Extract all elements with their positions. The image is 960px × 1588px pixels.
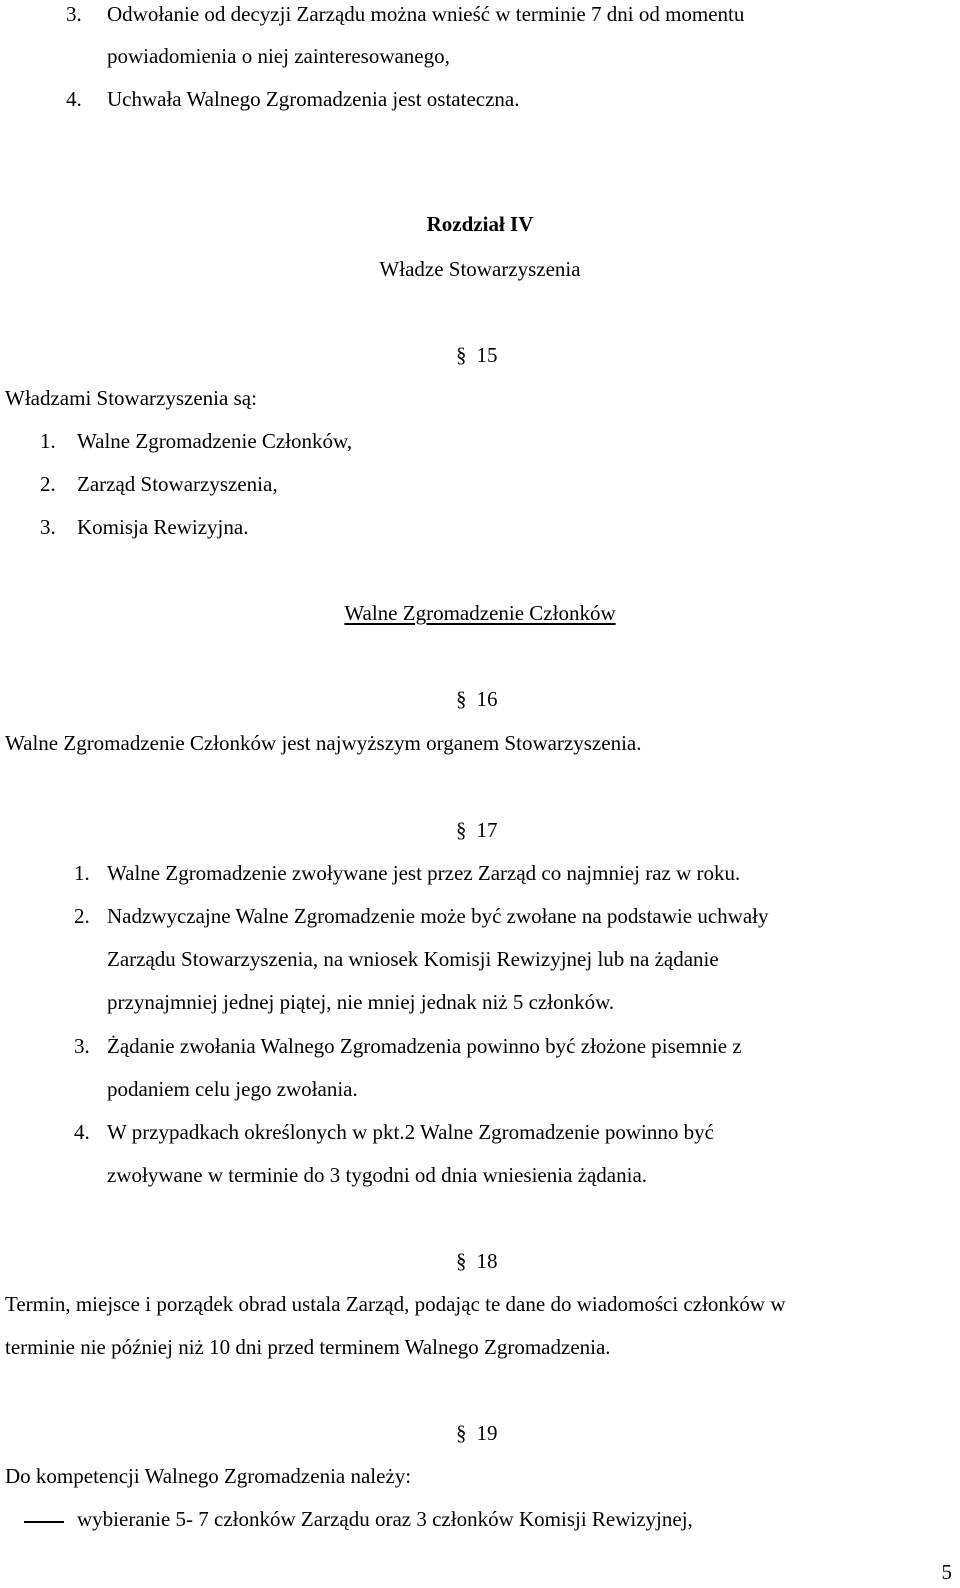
- list-number: 2.: [40, 472, 56, 496]
- list-item: Zarząd Stowarzyszenia,: [77, 472, 278, 496]
- list-item-line: zwoływane w terminie do 3 tygodni od dnia wniesienia żądania.: [107, 1163, 648, 1187]
- paragraph-19-heading: [456, 1423, 498, 1444]
- paragraph-16-heading: [456, 689, 498, 710]
- list-item-line: powiadomienia o niej zainteresowanego,: [107, 44, 450, 68]
- section-sign: §: [456, 818, 467, 842]
- section-heading: Walne Zgromadzenie Członków: [344, 601, 616, 625]
- paragraph-15-intro: Władzami Stowarzyszenia są:: [5, 386, 257, 410]
- list-number: 3.: [66, 2, 82, 26]
- list-number: 4.: [74, 1120, 90, 1144]
- list-item-line: przynajmniej jednej piątej, nie mniej jednak niż 5 członków.: [107, 990, 615, 1014]
- dash-bullet: [24, 1521, 64, 1523]
- paragraph-17-heading: [456, 820, 498, 841]
- section-sign: §: [456, 1249, 467, 1273]
- paragraph-19-intro: Do kompetencji Walnego Zgromadzenia należy:: [5, 1464, 412, 1488]
- list-item-line: Zarządu Stowarzyszenia, na wniosek Komisji Rewizyjnej lub na żądanie: [107, 947, 719, 971]
- list-number: 3.: [74, 1034, 90, 1058]
- list-item-line: Uchwała Walnego Zgromadzenia jest ostateczna.: [107, 87, 520, 111]
- list-item-line: W przypadkach określonych w pkt.2 Walne Zgromadzenie powinno być: [107, 1120, 714, 1144]
- paragraph-number: 19: [476, 1421, 498, 1445]
- paragraph-number: 17: [476, 818, 498, 842]
- paragraph-number: 16: [476, 687, 498, 711]
- list-number: 1.: [40, 429, 56, 453]
- list-item-line: Walne Zgromadzenie zwoływane jest przez Zarząd co najmniej raz w roku.: [107, 861, 741, 885]
- paragraph-number: 15: [476, 343, 498, 367]
- page-number: 5: [941, 1560, 952, 1584]
- paragraph-15-heading: [456, 345, 498, 366]
- chapter-title: Rozdział IV: [426, 212, 534, 236]
- list-number: 2.: [74, 904, 90, 928]
- list-item: wybieranie 5- 7 członków Zarządu oraz 3 członków Komisji Rewizyjnej,: [77, 1507, 693, 1531]
- list-number: 4.: [66, 87, 82, 111]
- chapter-subtitle: Władze Stowarzyszenia: [379, 257, 581, 281]
- paragraph-18-heading: [456, 1251, 498, 1272]
- paragraph-18-line: terminie nie później niż 10 dni przed terminem Walnego Zgromadzenia.: [5, 1335, 611, 1359]
- section-sign: §: [456, 1421, 467, 1445]
- section-sign: §: [456, 343, 467, 367]
- list-item-line: Odwołanie od decyzji Zarządu można wnieść w terminie 7 dni od momentu: [107, 2, 745, 26]
- list-number: 1.: [74, 861, 90, 885]
- list-item: Walne Zgromadzenie Członków,: [77, 429, 353, 453]
- paragraph-number: 18: [476, 1249, 498, 1273]
- list-number: 3.: [40, 515, 56, 539]
- list-item-line: Żądanie zwołania Walnego Zgromadzenia powinno być złożone pisemnie z: [107, 1034, 742, 1058]
- paragraph-18-line: Termin, miejsce i porządek obrad ustala Zarząd, podając te dane do wiadomości członków w: [5, 1292, 786, 1316]
- list-item-line: podaniem celu jego zwołania.: [107, 1077, 358, 1101]
- section-sign: §: [456, 687, 467, 711]
- paragraph-16-text: Walne Zgromadzenie Członków jest najwyższym organem Stowarzyszenia.: [5, 731, 642, 755]
- list-item-line: Nadzwyczajne Walne Zgromadzenie może być zwołane na podstawie uchwały: [107, 904, 769, 928]
- list-item: Komisja Rewizyjna.: [77, 515, 249, 539]
